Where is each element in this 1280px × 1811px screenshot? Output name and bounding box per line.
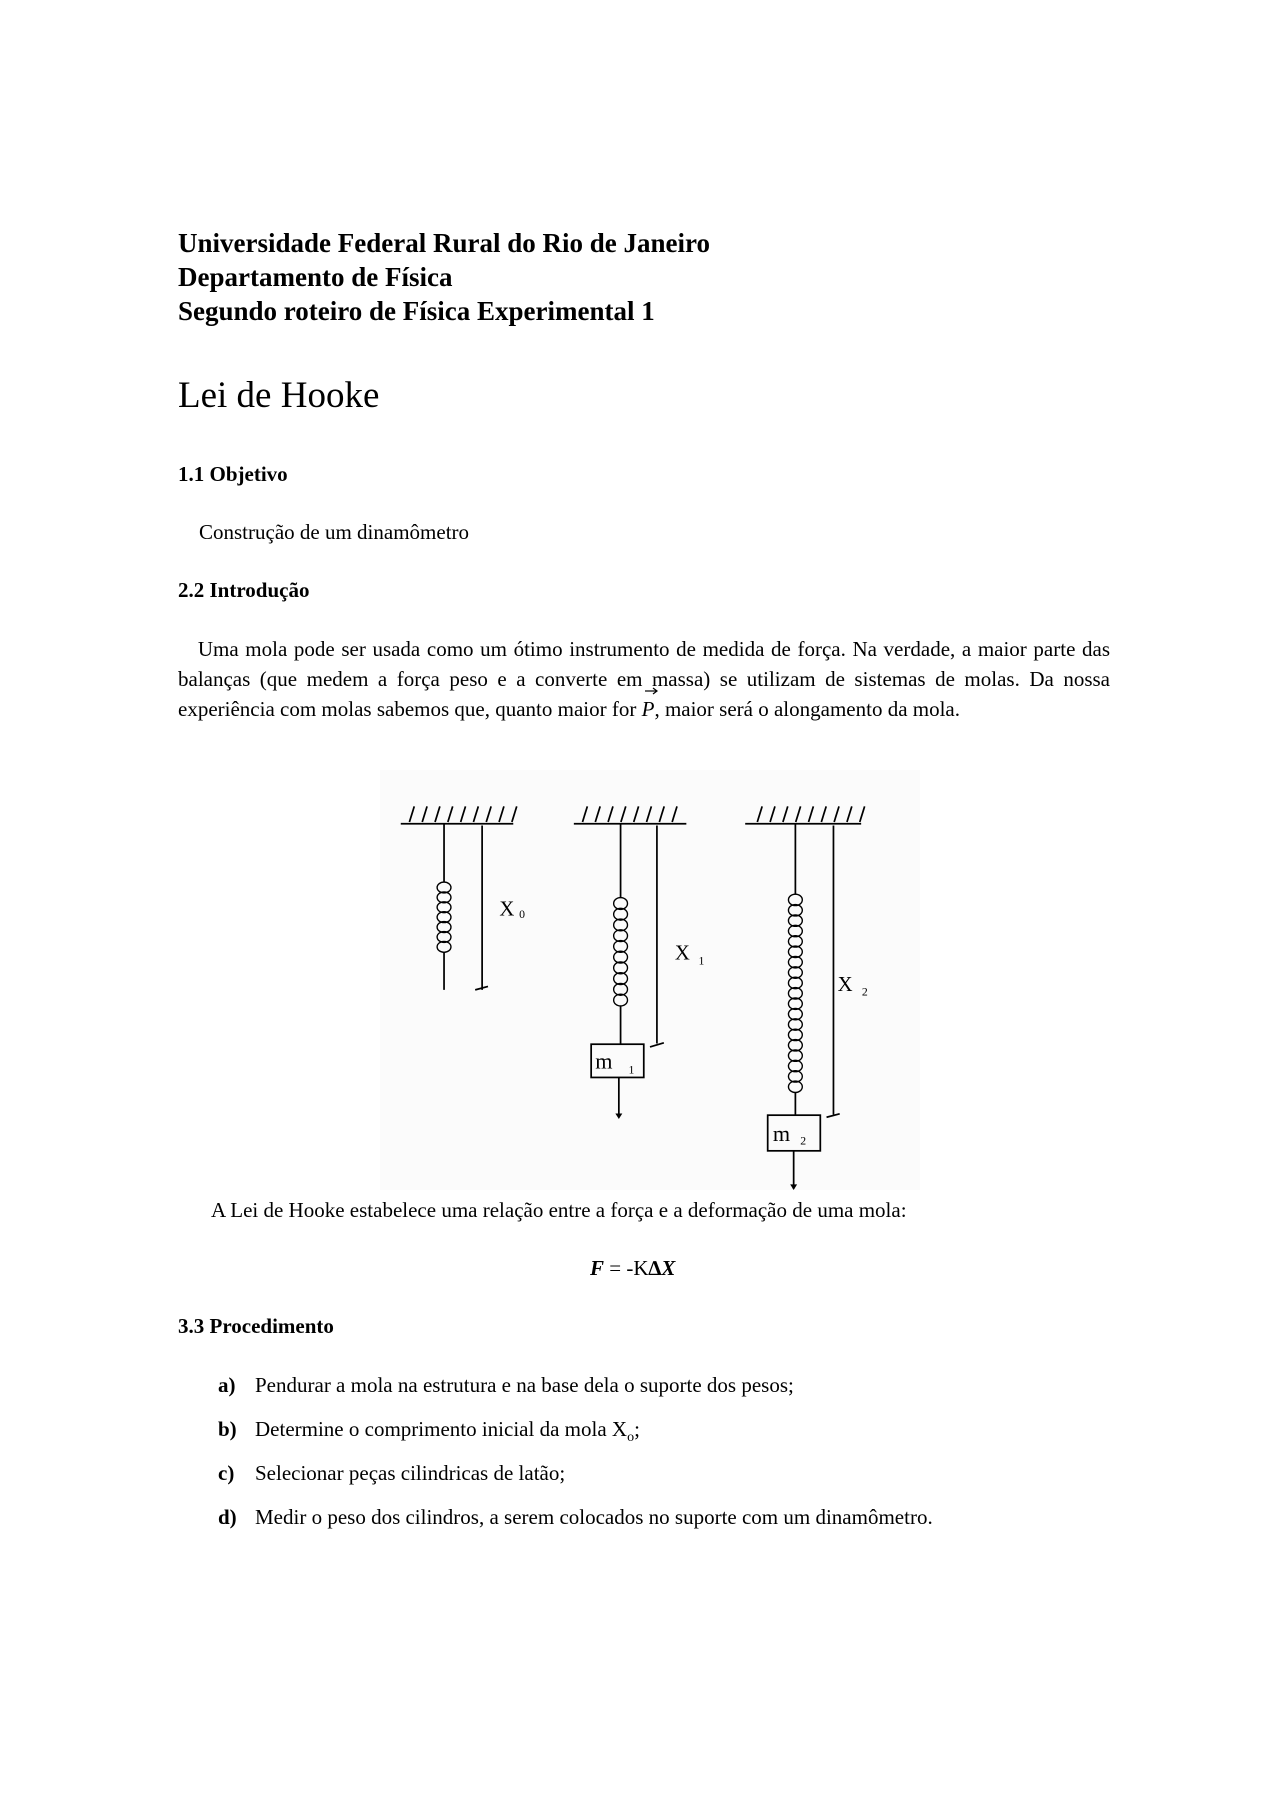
list-item: d) Medir o peso dos cilindros, a serem colocados no suporte com um dinamômetro. — [218, 1505, 933, 1529]
objetivo-text: Construção de um dinamômetro — [199, 520, 470, 544]
introducao-paragraph — [178, 634, 1110, 724]
vector-p: P — [642, 694, 655, 724]
document-subtitle: Segundo roteiro de Física Experimental 1 — [178, 296, 655, 326]
university-name: Universidade Federal Rural do Rio de Janeiro — [178, 228, 710, 258]
introducao-text-end: , maior será o alongamento da mola. — [654, 697, 961, 721]
label-x0-sub: 0 — [519, 908, 526, 922]
page-title: Lei de Hooke — [178, 375, 380, 416]
section-objetivo-heading: 1.1 Objetivo — [178, 462, 288, 486]
hooke-formula: F = -K∆X — [590, 1256, 676, 1280]
section-introducao-heading: 2.2 Introdução — [178, 578, 310, 602]
introducao-text: Uma mola pode ser usada como um ótimo instrumento de medida de força. Na verdade, a maior parte das balanças (que medem a força peso e a converte em massa) se utilizam de sistemas de molas. Da nossa experiência com molas sabemos que, quanto maior for — [178, 637, 1110, 721]
vector-arrow-icon — [644, 687, 658, 695]
label-x2-sub: 2 — [861, 985, 868, 999]
hooke-sentence: A Lei de Hooke estabelece uma relação entre a força e a deformação de uma mola: — [211, 1198, 907, 1222]
list-item: c) Selecionar peças cilindricas de latão; — [218, 1461, 566, 1485]
list-item: a) Pendurar a mola na estrutura e na base dela o suporte dos pesos; — [218, 1373, 794, 1397]
department-name: Departamento de Física — [178, 262, 453, 292]
label-x2: X — [837, 973, 853, 996]
label-x1: X — [674, 942, 690, 965]
list-item: b) Determine o comprimento inicial da mola $X_o$; — [218, 1417, 640, 1446]
section-procedimento-heading: 3.3 Procedimento — [178, 1314, 334, 1338]
label-m1-sub: 1 — [628, 1063, 635, 1077]
label-m2: m — [772, 1121, 791, 1147]
label-m1: m — [595, 1048, 613, 1074]
label-x1-sub: 1 — [698, 954, 705, 968]
label-x0: X — [499, 898, 515, 921]
springs-figure — [380, 770, 920, 1190]
label-m2-sub: 2 — [800, 1134, 807, 1148]
